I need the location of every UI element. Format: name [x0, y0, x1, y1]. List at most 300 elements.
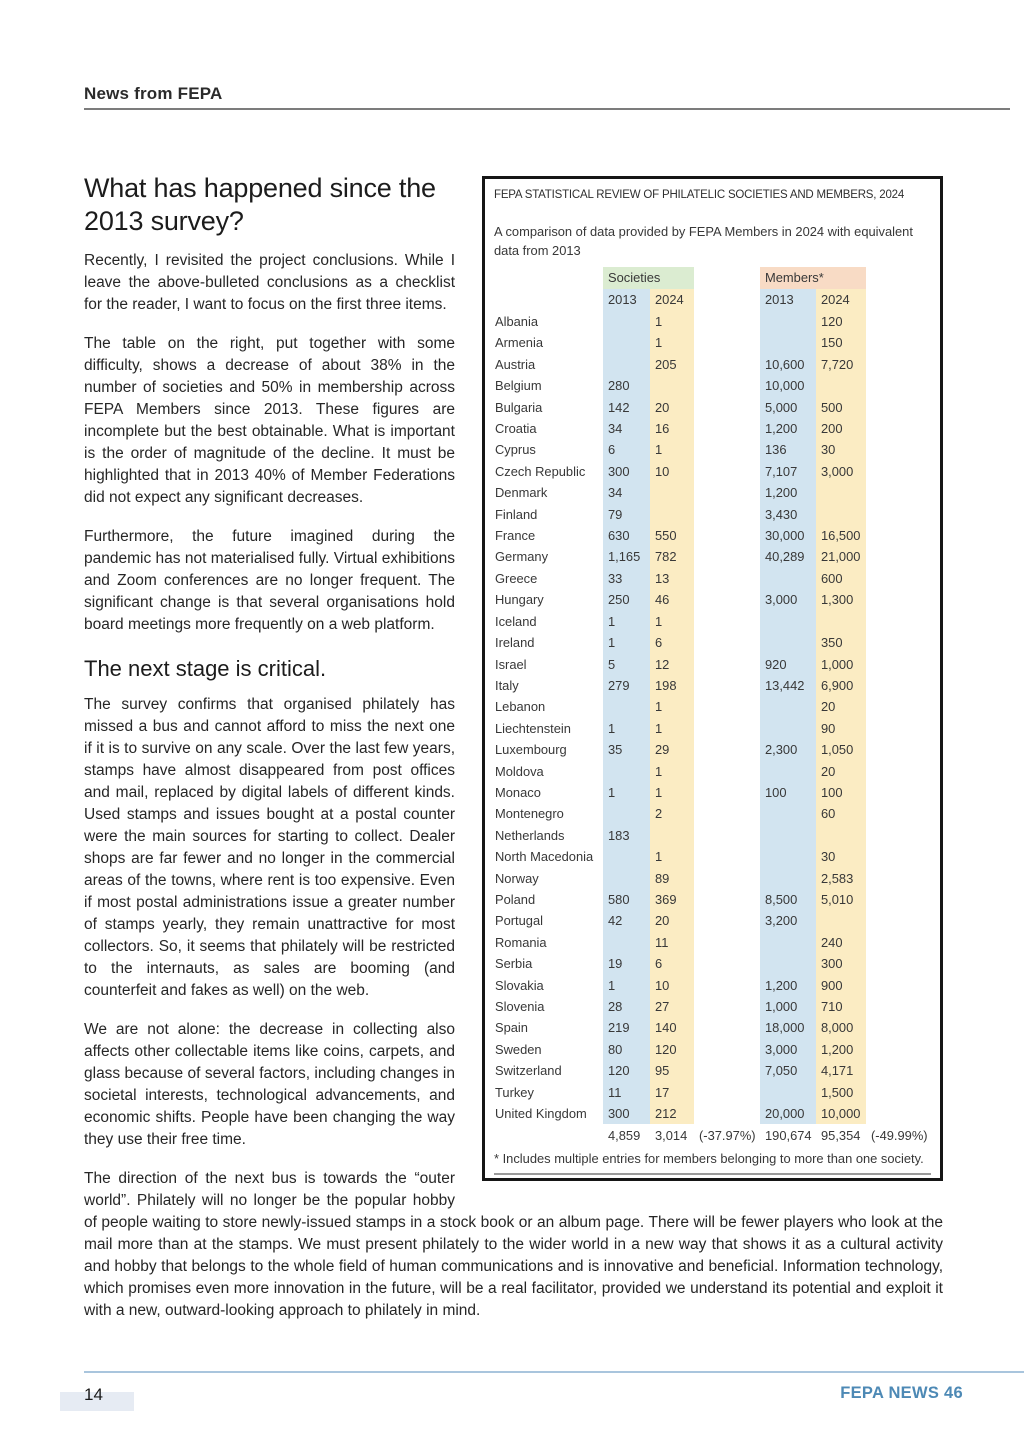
members-2013-value — [760, 932, 816, 953]
table-row — [494, 910, 931, 931]
spacer-cell — [866, 739, 931, 760]
table-totals-row — [494, 1125, 931, 1147]
members-2013-value — [760, 632, 816, 653]
table-row — [494, 1103, 931, 1124]
country-name: United Kingdom — [495, 1106, 587, 1122]
societies-2013-value: 11 — [603, 1082, 650, 1103]
members-2024-value: 240 — [816, 932, 866, 953]
members-2024-value: 90 — [816, 718, 866, 739]
spacer-cell — [866, 375, 931, 396]
societies-2013-value: 1 — [603, 718, 650, 739]
spacer-cell — [694, 846, 760, 867]
members-2013-value: 30,000 — [760, 525, 816, 546]
members-2013-value: 10,600 — [760, 354, 816, 375]
members-2024-value: 21,000 — [816, 546, 866, 567]
societies-2024-value: 1 — [650, 846, 694, 867]
members-2024-value — [816, 825, 866, 846]
societies-2013-value: 34 — [603, 418, 650, 439]
table-row — [494, 525, 931, 546]
spacer-cell — [694, 611, 760, 632]
members-2013-value: 40,289 — [760, 546, 816, 567]
societies-2013-value: 1 — [603, 782, 650, 803]
members-2013-value — [760, 825, 816, 846]
country-name: Switzerland — [495, 1063, 562, 1079]
members-2013-value: 2,300 — [760, 739, 816, 760]
table-footnote: * Includes multiple entries for members belonging to more than one society. — [494, 1150, 924, 1166]
societies-2013-value — [603, 696, 650, 717]
societies-2013-header: 2013 — [603, 289, 650, 311]
spacer-cell — [694, 654, 760, 675]
table-row — [494, 696, 931, 717]
table-row — [494, 761, 931, 782]
spacer-cell — [694, 761, 760, 782]
societies-2013-value: 300 — [603, 461, 650, 482]
spacer-cell — [866, 611, 931, 632]
societies-2013-value — [603, 761, 650, 782]
spacer-cell — [694, 996, 760, 1017]
members-2024-value: 16,500 — [816, 525, 866, 546]
footer-rule — [84, 1371, 1024, 1373]
country-name: Croatia — [495, 421, 537, 437]
table-row — [494, 868, 931, 889]
table-row — [494, 932, 931, 953]
country-name: Liechtenstein — [495, 720, 571, 736]
members-2024-value: 300 — [816, 953, 866, 974]
spacer-cell — [694, 375, 760, 396]
spacer-cell — [866, 953, 931, 974]
table-row — [494, 632, 931, 653]
spacer-cell — [866, 932, 931, 953]
societies-2024-value — [650, 482, 694, 503]
spacer-cell — [866, 1082, 931, 1103]
spacer-cell — [694, 439, 760, 460]
societies-2024-value: 1 — [650, 782, 694, 803]
members-2024-value: 1,200 — [816, 1039, 866, 1060]
spacer-cell — [694, 397, 760, 418]
spacer-cell — [866, 568, 931, 589]
members-2013-value: 10,000 — [760, 375, 816, 396]
members-2013-value — [760, 846, 816, 867]
spacer-cell — [866, 332, 931, 353]
total-members-2024: 95,354 — [821, 1128, 861, 1144]
spacer-cell — [866, 418, 931, 439]
societies-2024-value: 1 — [650, 611, 694, 632]
country-name: Sweden — [495, 1041, 542, 1057]
members-2013-value: 18,000 — [760, 1017, 816, 1038]
table-row — [494, 739, 931, 760]
members-2024-value: 120 — [816, 311, 866, 332]
societies-2013-value: 80 — [603, 1039, 650, 1060]
spacer-cell — [694, 504, 760, 525]
spacer-cell — [694, 482, 760, 503]
members-2024-value: 1,000 — [816, 654, 866, 675]
societies-2013-value: 279 — [603, 675, 650, 696]
societies-2024-value: 13 — [650, 568, 694, 589]
table-row — [494, 589, 931, 610]
country-name: Netherlands — [495, 827, 565, 843]
societies-2013-value: 19 — [603, 953, 650, 974]
members-2024-value: 30 — [816, 846, 866, 867]
members-2013-value: 3,000 — [760, 589, 816, 610]
spacer-cell — [694, 1017, 760, 1038]
members-2024-value: 500 — [816, 397, 866, 418]
societies-2013-value: 5 — [603, 654, 650, 675]
societies-2013-value: 630 — [603, 525, 650, 546]
closing-paragraph: The direction of the next bus is towards the “outer world”. Philately will no longer be the popular hobby of people waiting to store newly-issued stamps in a stock book or an album page. There will be fewer players who look at the mail more than at the stamps. We must present philately to the wider world in a new way that shows it as a cultural activity and hobby that belongs to the whole field of human communications and is innovative and beneficial. Information technology, which promises even more innovation in the future, will be a real facilitator, provided we understand its potential and exploit it with a new, outward-looking approach to philately in mind. — [84, 1170, 943, 1319]
spacer-cell — [694, 803, 760, 824]
societies-2024-value: 20 — [650, 397, 694, 418]
spacer-cell — [694, 1039, 760, 1060]
spacer-cell — [694, 568, 760, 589]
members-2024-value — [816, 375, 866, 396]
societies-2024-value: 95 — [650, 1060, 694, 1081]
societies-2013-value: 300 — [603, 1103, 650, 1124]
article-title: What has happened since the 2013 survey? — [84, 173, 436, 236]
members-2024-value: 10,000 — [816, 1103, 866, 1124]
country-name: Belgium — [495, 378, 542, 394]
societies-2024-value: 10 — [650, 461, 694, 482]
table-row — [494, 354, 931, 375]
members-2024-value: 20 — [816, 761, 866, 782]
spacer-cell — [866, 996, 931, 1017]
paragraph: The table on the right, put together with some difficulty, shows a decrease of about 38% in the number of societies and 50% in membership across FEPA Members since 2013. These figures are incomplete but the best obtainable. What is important is the order of magnitude of the decline. It must be highlighted that in 2013 40% of Member Federations did not expect any significant decreases. — [84, 335, 455, 506]
societies-2013-value: 580 — [603, 889, 650, 910]
societies-2024-header: 2024 — [650, 289, 694, 311]
country-name: Romania — [495, 934, 547, 950]
members-2013-value — [760, 1082, 816, 1103]
spacer-cell — [866, 354, 931, 375]
members-2024-value: 7,720 — [816, 354, 866, 375]
paragraph: The survey confirms that organised philately has missed a bus and cannot afford to miss the next one if it is to survive on any scale. Over the last few years, stamps have almost disappeared from post offices and mail, replaced by digital labels of different kinds. Used stamps and issues bought at a postal counter were the main sources for starting to collect. Dealer shops are far fewer and no longer in the commercial areas of the towns, where rent is too expensive. Even if most postal administrations issue a greater number of stamps yearly, they remain unattractive for most collectors. So, it seems that philately will be restricted to the internauts, as sales are booming (and counterfeit and fakes as well) on the web. — [84, 696, 455, 999]
societies-2024-value: 6 — [650, 953, 694, 974]
members-2024-value: 2,583 — [816, 868, 866, 889]
table-year-header-row — [494, 289, 931, 311]
spacer-cell — [866, 696, 931, 717]
spacer-cell — [866, 589, 931, 610]
table-row — [494, 1017, 931, 1038]
societies-2024-value: 782 — [650, 546, 694, 567]
spacer-cell — [866, 1017, 931, 1038]
table-row — [494, 611, 931, 632]
members-2013-header: 2013 — [760, 289, 816, 311]
members-2024-value: 3,000 — [816, 461, 866, 482]
members-2024-value: 5,010 — [816, 889, 866, 910]
societies-2013-value — [603, 846, 650, 867]
members-2024-value: 350 — [816, 632, 866, 653]
societies-2024-value: 46 — [650, 589, 694, 610]
members-2013-value — [760, 311, 816, 332]
members-2024-value — [816, 910, 866, 931]
members-2013-value: 7,050 — [760, 1060, 816, 1081]
table-row — [494, 675, 931, 696]
spacer-cell — [866, 782, 931, 803]
members-2024-value: 710 — [816, 996, 866, 1017]
societies-2024-value: 12 — [650, 654, 694, 675]
header-rule — [84, 108, 1010, 110]
total-societies-2013: 4,859 — [608, 1128, 641, 1144]
societies-group-header: Societies — [603, 267, 694, 289]
page-number: 14 — [84, 1385, 103, 1404]
spacer-cell — [866, 825, 931, 846]
paragraph: Recently, I revisited the project conclusions. While I leave the above-bulleted conclusions as a checklist for the reader, I want to focus on the first three items. — [84, 252, 455, 313]
societies-2013-value: 1 — [603, 611, 650, 632]
spacer-cell — [694, 546, 760, 567]
spacer-cell — [694, 889, 760, 910]
societies-2024-value: 89 — [650, 868, 694, 889]
members-2013-value: 5,000 — [760, 397, 816, 418]
spacer-cell — [866, 1039, 931, 1060]
societies-2013-value: 79 — [603, 504, 650, 525]
spacer-cell — [866, 803, 931, 824]
country-name: Israel — [495, 656, 527, 672]
spacer-cell — [866, 761, 931, 782]
societies-change-percent: (-37.97%) — [699, 1128, 756, 1144]
members-2024-value — [816, 611, 866, 632]
spacer-cell — [694, 696, 760, 717]
country-name: Ireland — [495, 635, 535, 651]
members-2013-value — [760, 332, 816, 353]
members-2013-value: 1,000 — [760, 996, 816, 1017]
members-2024-value: 900 — [816, 975, 866, 996]
stat-box-title: FEPA STATISTICAL REVIEW OF PHILATELIC SOCIETIES AND MEMBERS, 2024 — [494, 189, 905, 201]
societies-2024-value — [650, 825, 694, 846]
country-name: Moldova — [495, 763, 544, 779]
spacer-cell — [866, 504, 931, 525]
country-name: Hungary — [495, 592, 544, 608]
members-2013-value: 3,430 — [760, 504, 816, 525]
societies-2013-value — [603, 803, 650, 824]
societies-2013-value: 33 — [603, 568, 650, 589]
table-row — [494, 482, 931, 503]
table-row — [494, 1060, 931, 1081]
members-2024-value: 20 — [816, 696, 866, 717]
spacer-cell — [694, 461, 760, 482]
table-row — [494, 1039, 931, 1060]
spacer-cell — [694, 932, 760, 953]
table-row — [494, 996, 931, 1017]
box-inner-rule — [494, 1173, 931, 1175]
spacer-cell — [694, 782, 760, 803]
spacer-cell — [866, 439, 931, 460]
country-name: Albania — [495, 314, 539, 329]
societies-2024-value: 16 — [650, 418, 694, 439]
table-row — [494, 846, 931, 867]
societies-2024-value: 205 — [650, 354, 694, 375]
spacer-cell — [694, 1103, 760, 1124]
country-name: France — [495, 528, 536, 544]
societies-2013-value: 183 — [603, 825, 650, 846]
spacer-cell — [694, 311, 760, 332]
societies-2024-value — [650, 375, 694, 396]
societies-2013-value — [603, 868, 650, 889]
country-name: Italy — [495, 677, 519, 693]
country-name: Czech Republic — [495, 463, 586, 479]
spacer-cell — [866, 675, 931, 696]
members-2013-value: 3,200 — [760, 910, 816, 931]
societies-2024-value: 1 — [650, 332, 694, 353]
spacer-cell — [694, 1060, 760, 1081]
societies-2013-value: 1,165 — [603, 546, 650, 567]
country-name: Luxembourg — [495, 742, 567, 758]
table-row — [494, 546, 931, 567]
country-name: Norway — [495, 870, 539, 886]
paragraph: We are not alone: the decrease in collecting also affects other collectable items like coins, carpets, and glass because of several factors, including changes in societal interests, technological advancements, and economic shifts. People have been changing the way they use their free time. — [84, 1021, 455, 1148]
members-2013-value — [760, 761, 816, 782]
societies-2024-value: 17 — [650, 1082, 694, 1103]
country-name: Montenegro — [495, 806, 564, 822]
spacer-cell — [694, 868, 760, 889]
societies-2024-value: 2 — [650, 803, 694, 824]
country-name: Monaco — [495, 784, 541, 800]
spacer-cell — [694, 675, 760, 696]
members-2024-value — [816, 504, 866, 525]
societies-2024-value: 27 — [650, 996, 694, 1017]
country-name: Slovakia — [495, 977, 544, 993]
spacer-cell — [694, 354, 760, 375]
members-2024-value: 1,050 — [816, 739, 866, 760]
spacer-cell — [866, 846, 931, 867]
total-members-2013: 190,674 — [765, 1128, 812, 1144]
spacer-cell — [866, 868, 931, 889]
spacer-cell — [866, 910, 931, 931]
spacer-cell — [694, 975, 760, 996]
members-2013-value: 20,000 — [760, 1103, 816, 1124]
spacer-cell — [694, 953, 760, 974]
spacer-cell — [694, 1082, 760, 1103]
section-header: News from FEPA — [84, 84, 223, 103]
societies-2013-value — [603, 932, 650, 953]
members-change-percent: (-49.99%) — [871, 1128, 928, 1144]
members-2013-value — [760, 953, 816, 974]
table-group-header-row — [494, 267, 931, 289]
table-row — [494, 718, 931, 739]
societies-2024-value: 1 — [650, 761, 694, 782]
spacer-cell — [866, 397, 931, 418]
members-group-header: Members* — [760, 267, 866, 289]
country-name: Slovenia — [495, 999, 545, 1014]
table-row — [494, 803, 931, 824]
members-2024-value: 6,900 — [816, 675, 866, 696]
societies-2013-value: 142 — [603, 397, 650, 418]
members-2013-value: 1,200 — [760, 482, 816, 503]
table-row — [494, 654, 931, 675]
members-2024-value: 600 — [816, 568, 866, 589]
country-name: Bulgaria — [495, 399, 543, 415]
members-2013-value: 1,200 — [760, 975, 816, 996]
societies-2013-value: 280 — [603, 375, 650, 396]
members-2013-value — [760, 803, 816, 824]
societies-2024-value: 140 — [650, 1017, 694, 1038]
societies-2024-value: 212 — [650, 1103, 694, 1124]
spacer-cell — [694, 332, 760, 353]
members-2024-value: 4,171 — [816, 1060, 866, 1081]
societies-2024-value — [650, 504, 694, 525]
spacer-cell — [866, 889, 931, 910]
table-row — [494, 568, 931, 589]
issue-label: FEPA NEWS 46 — [840, 1384, 963, 1402]
societies-2024-value: 6 — [650, 632, 694, 653]
spacer-cell — [866, 632, 931, 653]
societies-2013-value: 6 — [603, 439, 650, 460]
societies-2024-value: 369 — [650, 889, 694, 910]
table-row — [494, 889, 931, 910]
country-name: Iceland — [495, 613, 537, 629]
total-societies-2024: 3,014 — [655, 1128, 688, 1144]
members-2024-value: 100 — [816, 782, 866, 803]
country-name: Turkey — [495, 1084, 534, 1100]
members-2013-value — [760, 696, 816, 717]
societies-2013-value: 1 — [603, 975, 650, 996]
table-row — [494, 375, 931, 396]
members-2013-value — [760, 611, 816, 632]
stat-box-subtitle: A comparison of data provided by FEPA Members in 2024 with equivalent data from 2013 — [494, 224, 913, 258]
members-2024-value — [816, 482, 866, 503]
spacer-cell — [694, 418, 760, 439]
masthead — [84, 84, 1010, 110]
spacer-cell — [866, 718, 931, 739]
paragraph: Furthermore, the future imagined during the pandemic has not materialised fully. Virtual exhibitions and Zoom conferences are no longer frequent. The significant change is that several organisations hold board meetings more frequently on a web platform. — [84, 528, 455, 633]
societies-2024-value: 198 — [650, 675, 694, 696]
members-2013-value: 3,000 — [760, 1039, 816, 1060]
members-2013-value: 136 — [760, 439, 816, 460]
societies-2024-value: 120 — [650, 1039, 694, 1060]
spacer-cell — [866, 1060, 931, 1081]
article — [84, 170, 943, 1339]
table-row — [494, 418, 931, 439]
spacer-cell — [694, 825, 760, 846]
members-2024-value: 200 — [816, 418, 866, 439]
spacer-cell — [694, 525, 760, 546]
country-name: Portugal — [495, 913, 544, 929]
members-2024-value: 150 — [816, 332, 866, 353]
statistical-review-box — [482, 176, 943, 1181]
members-2024-value: 1,500 — [816, 1082, 866, 1103]
societies-2013-value: 120 — [603, 1060, 650, 1081]
country-name: Poland — [495, 891, 536, 907]
members-2024-header: 2024 — [816, 289, 866, 311]
statistics-table — [494, 267, 931, 1147]
spacer-cell — [694, 632, 760, 653]
spacer-cell — [694, 739, 760, 760]
country-name: Denmark — [495, 485, 548, 501]
societies-2024-value: 1 — [650, 718, 694, 739]
spacer-cell — [866, 546, 931, 567]
societies-2013-value — [603, 332, 650, 353]
members-2013-value: 920 — [760, 654, 816, 675]
spacer-cell — [694, 718, 760, 739]
table-row — [494, 782, 931, 803]
table-row — [494, 332, 931, 353]
societies-2013-value: 1 — [603, 632, 650, 653]
country-name: Serbia — [495, 956, 533, 972]
spacer-cell — [866, 461, 931, 482]
members-2013-value: 1,200 — [760, 418, 816, 439]
table-row — [494, 397, 931, 418]
table-row — [494, 504, 931, 525]
country-name: Spain — [495, 1020, 528, 1036]
table-row — [494, 439, 931, 460]
members-2024-value: 8,000 — [816, 1017, 866, 1038]
societies-2013-value: 250 — [603, 589, 650, 610]
members-2024-value: 1,300 — [816, 589, 866, 610]
spacer-cell — [866, 1103, 931, 1124]
country-name: Armenia — [495, 335, 543, 351]
societies-2013-value: 34 — [603, 482, 650, 503]
members-2013-value: 8,500 — [760, 889, 816, 910]
societies-2013-value — [603, 311, 650, 332]
country-name: Germany — [495, 549, 549, 565]
members-2013-value: 100 — [760, 782, 816, 803]
